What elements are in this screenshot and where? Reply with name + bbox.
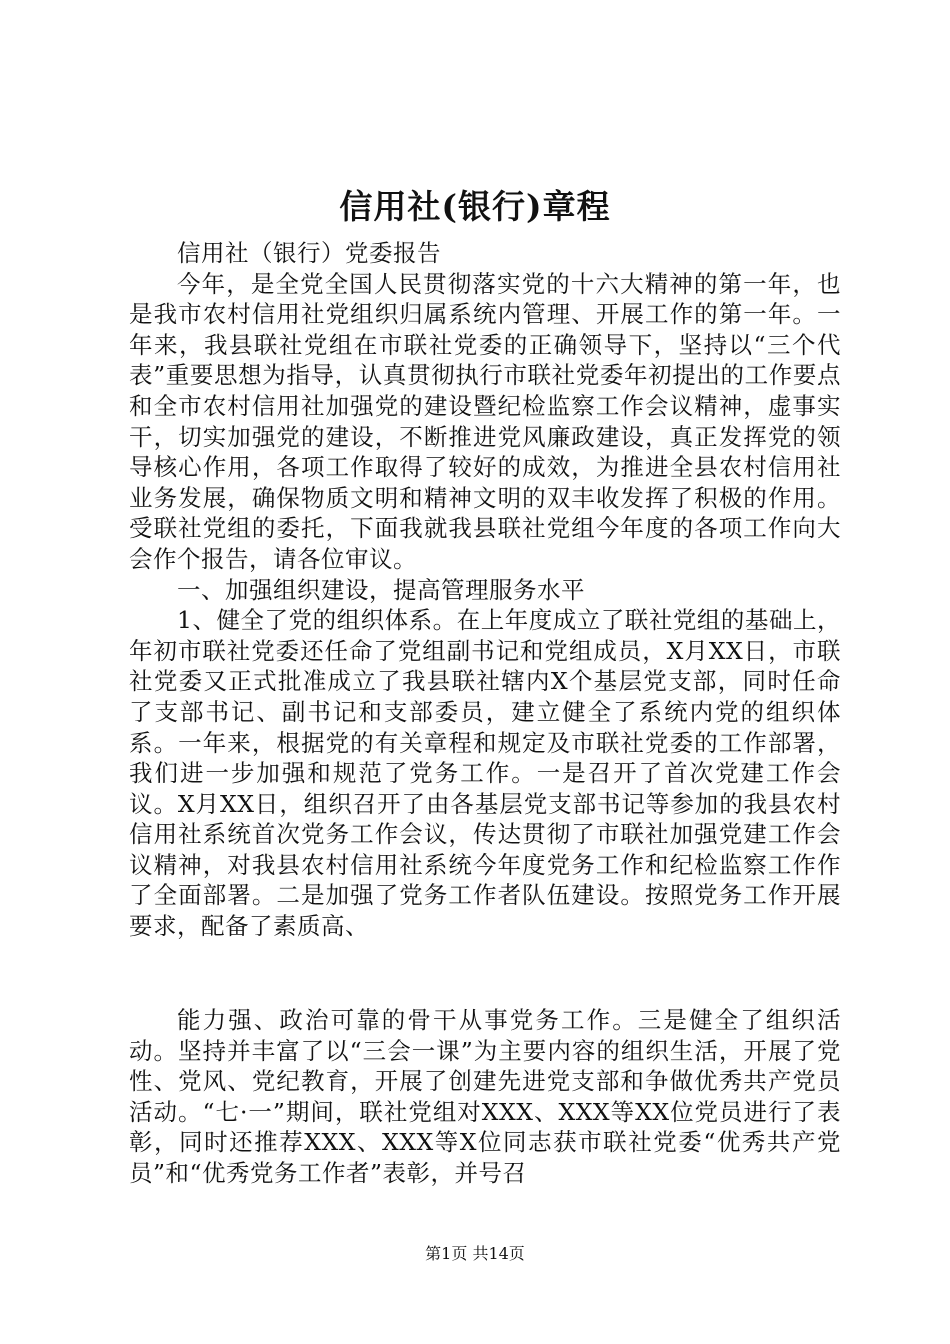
body-paragraph: 1、健全了党的组织体系。在上年度成立了联社党组的基础上，年初市联社党委还任命了党组副书记和党组成员，X月XX日，市联社党委又正式批准成立了我县联社辖内X个基层党支部，同时任命了支部书记、副书记和支部委员，建立健全了系统内党的组织体系。一年来，根据党的有关章程和规定及市联社党委的工作部署，我们进一步加强和规范了党务工作。一是召开了首次党建工作会议。X月XX日，组织召开了由各基层党支部书记等参加的我县农村信用社系统首次党务工作会议，传达贯彻了市联社加强党建工作会议精神，对我县农村信用社系统今年度党务工作和纪检监察工作作了全面部署。二是加强了党务工作者队伍建设。按照党务工作开展要求，配备了素质高、 [129, 606, 841, 941]
continued-paragraph: 能力强、政治可靠的骨干从事党务工作。三是健全了组织活动。坚持并丰富了以“三会一课”为主要内容的组织生活，开展了党性、党风、党纪教育，开展了创建先进党支部和争做优秀共产党员活动。“七·一”期间，联社党组对XXX、XXX等XX位党员进行了表彰，同时还推荐XXX、XXX等X位同志获市联社党委“优秀共产党员”和“优秀党务工作者”表彰，并号召 [129, 1006, 841, 1187]
page-footer: 第1页 共14页 [425, 1244, 525, 1263]
document-body [129, 238, 841, 942]
document-title: 信用社(银行)章程 [339, 187, 611, 226]
intro-paragraph: 今年，是全党全国人民贯彻落实党的十六大精神的第一年，也是我市农村信用社党组织归属系统内管理、开展工作的第一年。一年来，我县联社党组在市联社党委的正确领导下，坚持以“三个代表”重要思想为指导，认真贯彻执行市联社党委年初提出的工作要点和全市农村信用社加强党的建设暨纪检监察工作会议精神，虚事实干，切实加强党的建设，不断推进党风廉政建设，真正发挥党的领导核心作用，各项工作取得了较好的成效，为推进全县农村信用社业务发展，确保物质文明和精神文明的双丰收发挥了积极的作用。受联社党组的委托，下面我就我县联社党组今年度的各项工作向大会作个报告，请各位审议。 [129, 269, 841, 573]
section-heading: 一、加强组织建设，提高管理服务水平 [177, 575, 585, 604]
report-heading: 信用社（银行）党委报告 [177, 239, 441, 267]
document-body-continued [129, 1005, 841, 1189]
